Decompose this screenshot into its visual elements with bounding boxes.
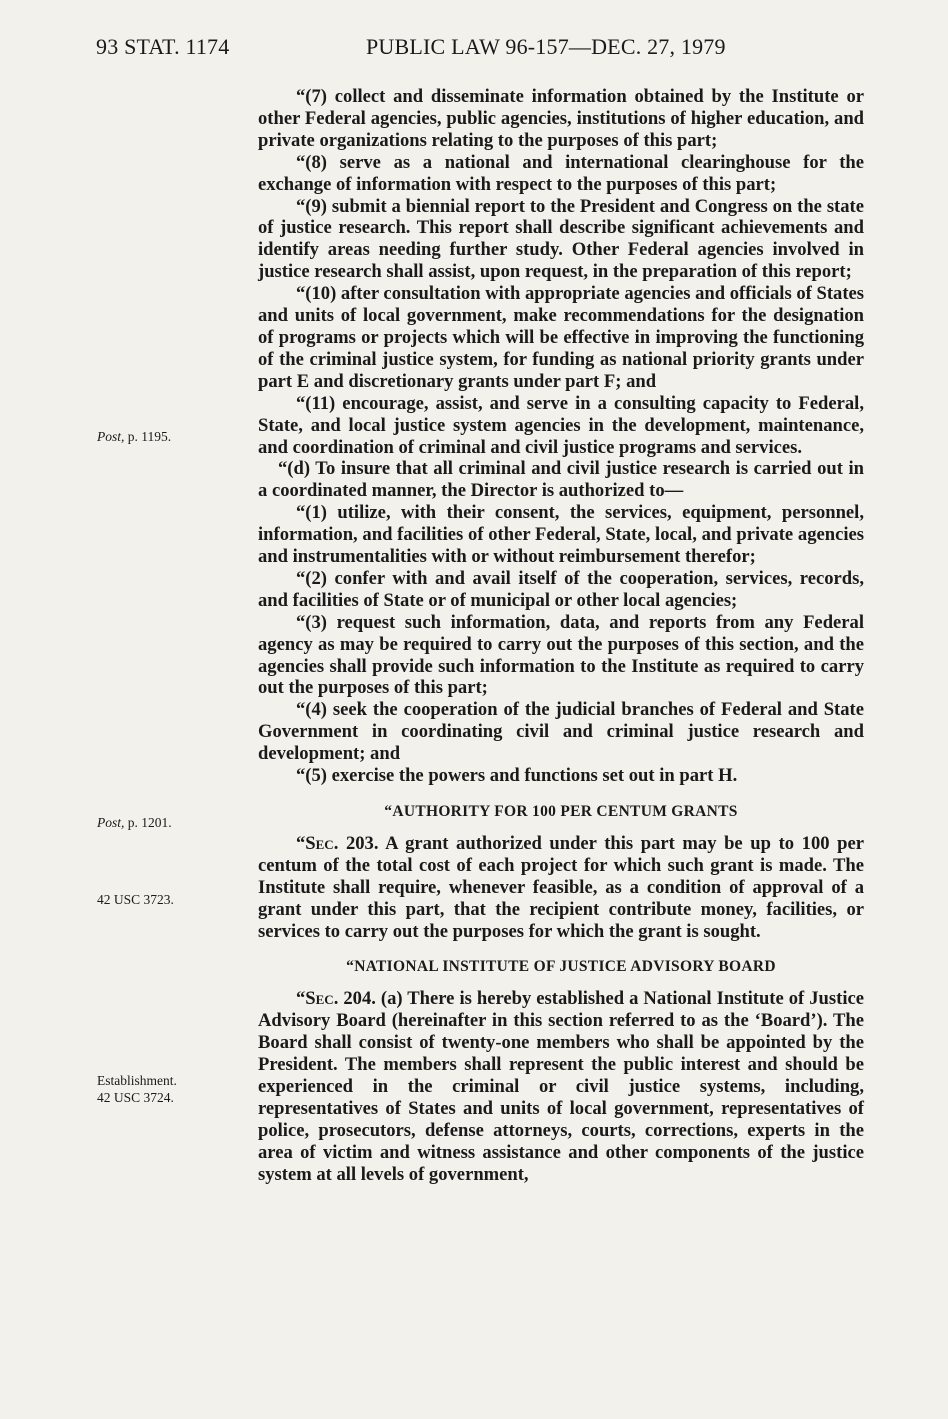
section-204 — [258, 988, 864, 1185]
page-title: PUBLIC LAW 96-157—DEC. 27, 1979 — [366, 34, 726, 59]
margin-note-text: p. 1201. — [124, 815, 172, 830]
paragraph-c8: “(8) serve as a national and international clearinghouse for the exchange of information with respect to the purposes of this part; — [258, 151, 864, 195]
section-label: “Sec. 204. — [296, 988, 376, 1010]
margin-note-prefix: Post, — [97, 815, 125, 830]
page-header — [0, 32, 948, 68]
margin-note-text: p. 1195. — [124, 429, 172, 444]
section-heading-grants: “AUTHORITY FOR 100 PER CENTUM GRANTS — [384, 803, 738, 820]
margin-note-usc-3724 — [97, 1090, 237, 1106]
paragraph-d: “(d) To insure that all criminal and civil justice research is carried out in a coordinated manner, the Director is authorized to— — [258, 458, 864, 502]
margin-note-text: 42 USC 3724. — [97, 1090, 174, 1105]
margin-note-text: Establishment. — [97, 1073, 177, 1088]
section-text: (a) There is hereby established a National Institute of Justice Advisory Board (hereinafter in this section referred to as the ‘Board’). The Board shall consist of twenty-one members who shall be appointed by the President. The members shall represent the public interest and should be experienced in the criminal or civil justice systems, including, representatives of States and units of local government, representatives of police, prosecutors, defense attorneys, courts, corrections, experts in the area of victim and witness assistance and other components of the justice system at all levels of government, — [258, 988, 864, 1185]
paragraph-d3: “(3) request such information, data, and reports from any Federal agency as may be required to carry out the purposes of this section, and the agencies shall provide such information to the Institute as required to carry out the purposes of this part; — [258, 611, 864, 699]
paragraph-c9: “(9) submit a biennial report to the President and Congress on the state of justice research. This report shall describe significant achievements and identify areas needing further study. Other Federal agencies involved in justice research shall assist, upon request, in the preparation of this report; — [258, 195, 864, 283]
paragraph-d1: “(1) utilize, with their consent, the services, equipment, personnel, information, and facilities of other Federal, State, local, and private agencies and instrumentalities with or without reimbursement therefor; — [258, 502, 864, 568]
margin-note-usc-3723 — [97, 892, 237, 908]
section-text: A grant authorized under this part may be up to 100 per centum of the total cost of each project for which such grant is made. The Institute shall require, whenever feasible, as a condition of approval of a grant under this part, that the recipient contribute money, facilities, or services to carry out the purposes for which the grant is sought. — [258, 832, 864, 942]
statute-body — [258, 86, 864, 1186]
paragraph-c11: “(11) encourage, assist, and serve in a consulting capacity to Federal, State, and local justice system agencies in the development, maintenance, and coordination of criminal and civil justice programs and services. — [258, 392, 864, 458]
paragraph-c10: “(10) after consultation with appropriate agencies and officials of States and units of local government, make recommendations for the designation of programs or projects which will be effective in improving the functioning of the criminal justice system, for funding as national priority grants under part E and discretionary grants under part F; and — [258, 283, 864, 392]
section-heading-advisory-board: “NATIONAL INSTITUTE OF JUSTICE ADVISORY BOARD — [346, 958, 776, 976]
margin-note-prefix: Post, — [97, 429, 125, 444]
paragraph-d2: “(2) confer with and avail itself of the cooperation, services, records, and facilities of State or of municipal or other local agencies; — [258, 567, 864, 611]
paragraph-d5: “(5) exercise the powers and functions set out in part H. — [296, 765, 738, 787]
statute-reference: 93 STAT. 1174 — [96, 34, 230, 59]
margin-note-text: 42 USC 3723. — [97, 892, 174, 907]
paragraph-d4: “(4) seek the cooperation of the judicial branches of Federal and State Government in coordinating civil and criminal justice research and development; and — [258, 699, 864, 765]
margin-note-post-1201 — [97, 815, 237, 831]
section-203 — [258, 833, 864, 943]
paragraph-c7: “(7) collect and disseminate information obtained by the Institute or other Federal agencies, public agencies, institutions of higher education, and private organizations relating to the purposes of this part; — [258, 86, 864, 151]
margin-note-post-1195 — [97, 429, 237, 445]
section-label: “Sec. 203. — [296, 832, 379, 854]
margin-note-establishment — [97, 1073, 237, 1089]
